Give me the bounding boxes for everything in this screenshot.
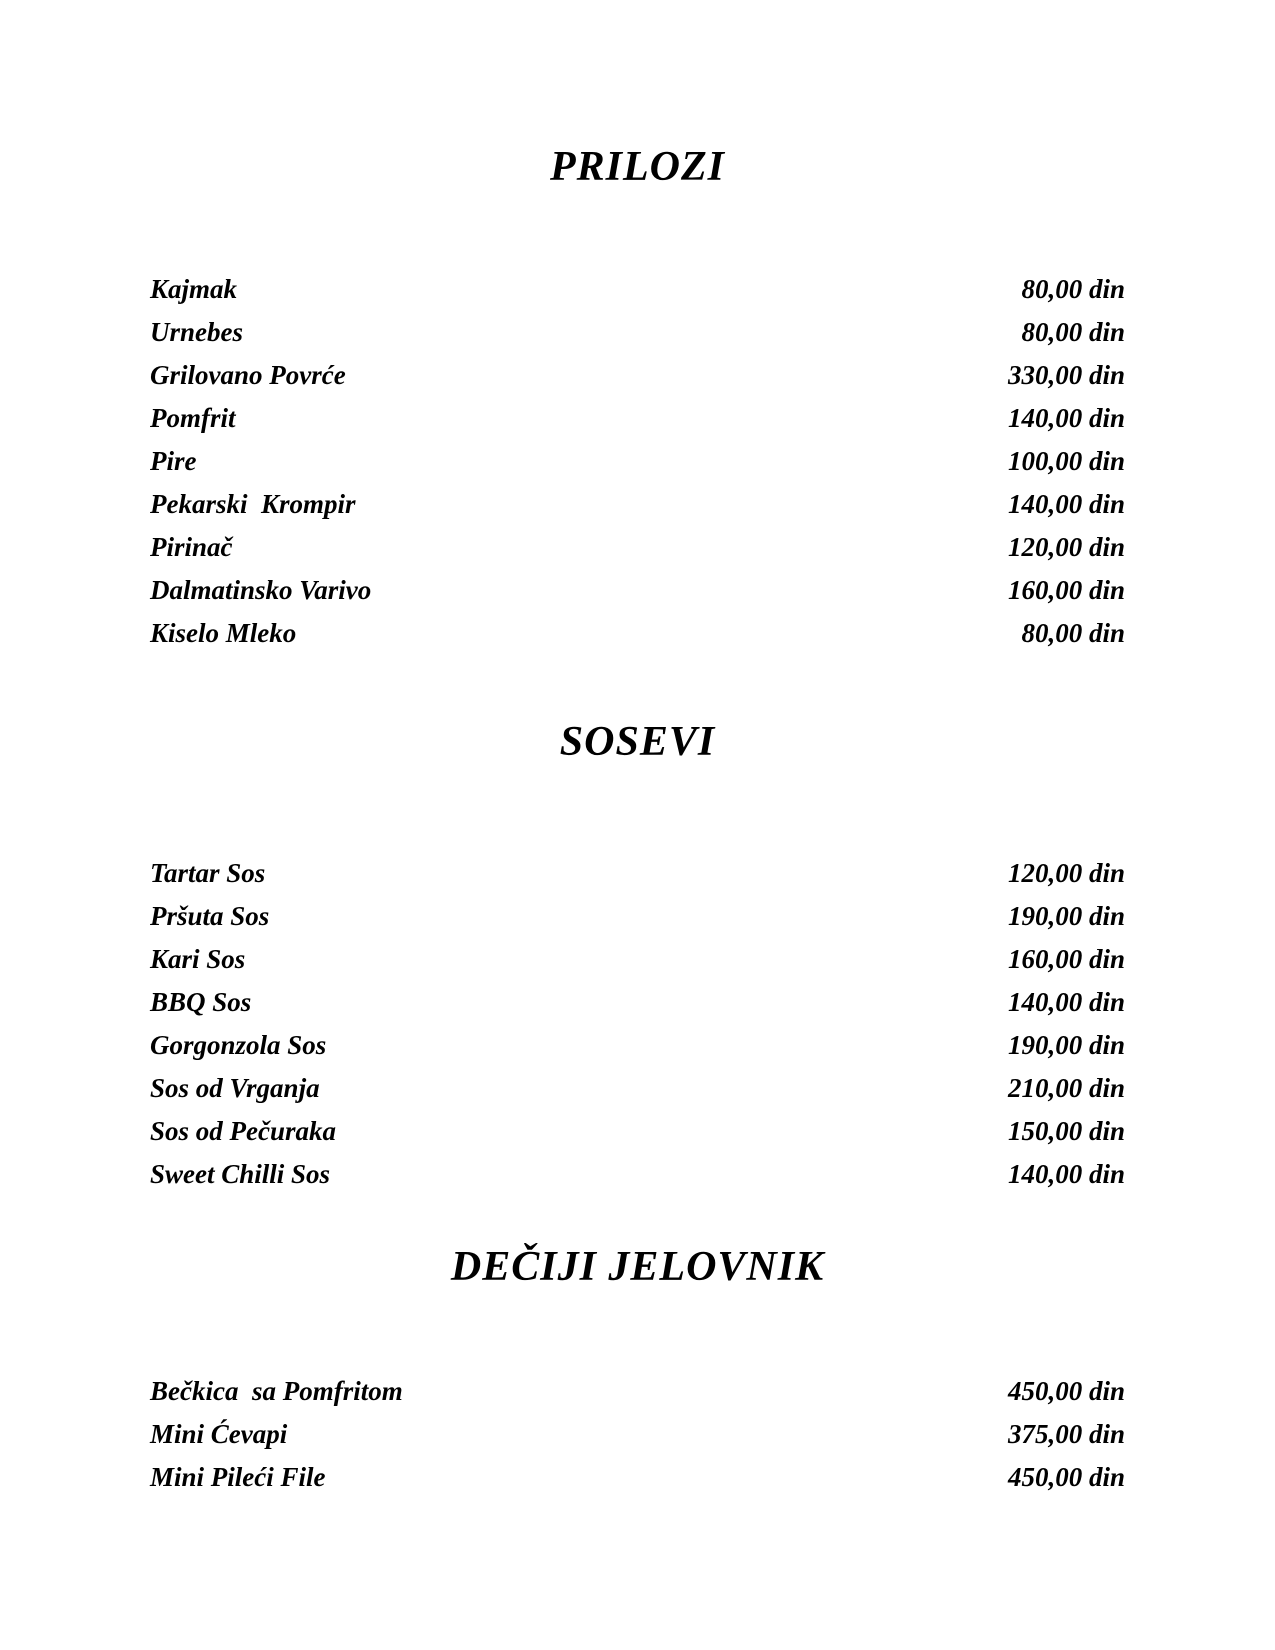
item-name: Sweet Chilli Sos bbox=[150, 1159, 331, 1189]
item-name: Pršuta Sos bbox=[150, 901, 270, 931]
item-name: Mini Ćevapi bbox=[150, 1419, 288, 1449]
item-name: Grilovano Povrće bbox=[150, 360, 346, 390]
menu-item bbox=[150, 612, 1125, 655]
menu-item bbox=[150, 483, 1125, 526]
item-name: Kajmak bbox=[150, 274, 238, 304]
item-price: 450,00 din bbox=[1007, 1462, 1125, 1492]
item-name: BBQ Sos bbox=[150, 987, 252, 1017]
menu-item bbox=[150, 852, 1125, 895]
item-name: Gorgonzola Sos bbox=[150, 1030, 327, 1060]
menu-item bbox=[150, 397, 1125, 440]
item-name: Mini Pileći File bbox=[150, 1462, 326, 1492]
menu-list-deciji-jelovnik bbox=[150, 1370, 1125, 1499]
section-title-prilozi: PRILOZI bbox=[550, 144, 725, 190]
menu-item bbox=[150, 938, 1125, 981]
item-price: 140,00 din bbox=[1007, 489, 1125, 519]
menu-item bbox=[150, 311, 1125, 354]
menu-list-prilozi bbox=[150, 268, 1125, 655]
menu-item bbox=[150, 1153, 1125, 1196]
menu-item bbox=[150, 440, 1125, 483]
item-name: Bečkica sa Pomfritom bbox=[150, 1376, 403, 1406]
item-price: 120,00 din bbox=[1007, 532, 1125, 562]
menu-item bbox=[150, 1413, 1125, 1456]
menu-item bbox=[150, 895, 1125, 938]
menu-item bbox=[150, 268, 1125, 311]
item-name: Dalmatinsko Varivo bbox=[150, 575, 372, 605]
item-name: Kari Sos bbox=[150, 944, 246, 974]
item-price: 100,00 din bbox=[1007, 446, 1125, 476]
item-price: 140,00 din bbox=[1007, 1159, 1125, 1189]
section-title-sosevi: SOSEVI bbox=[559, 719, 716, 765]
item-price: 190,00 din bbox=[1007, 1030, 1125, 1060]
item-price: 375,00 din bbox=[1007, 1419, 1125, 1449]
item-price: 450,00 din bbox=[1007, 1376, 1125, 1406]
item-price: 140,00 din bbox=[1007, 403, 1125, 433]
item-price: 190,00 din bbox=[1007, 901, 1125, 931]
menu-item bbox=[150, 981, 1125, 1024]
item-name: Kiselo Mleko bbox=[150, 618, 297, 648]
item-name: Pirinač bbox=[150, 532, 233, 562]
item-price: 210,00 din bbox=[1007, 1073, 1125, 1103]
item-name: Pekarski Krompir bbox=[150, 489, 356, 519]
item-price: 80,00 din bbox=[1021, 274, 1125, 304]
item-name: Tartar Sos bbox=[150, 858, 266, 888]
item-price: 120,00 din bbox=[1007, 858, 1125, 888]
item-price: 140,00 din bbox=[1007, 987, 1125, 1017]
item-price: 80,00 din bbox=[1021, 618, 1125, 648]
menu-item bbox=[150, 1370, 1125, 1413]
menu-list-sosevi bbox=[150, 852, 1125, 1196]
item-price: 160,00 din bbox=[1007, 575, 1125, 605]
item-price: 150,00 din bbox=[1007, 1116, 1125, 1146]
item-name: Sos od Pečuraka bbox=[150, 1116, 337, 1146]
menu-item bbox=[150, 1067, 1125, 1110]
menu-item bbox=[150, 1024, 1125, 1067]
menu-item bbox=[150, 1110, 1125, 1153]
item-price: 80,00 din bbox=[1021, 317, 1125, 347]
item-name: Pire bbox=[150, 446, 197, 476]
item-name: Pomfrit bbox=[150, 403, 236, 433]
section-title-deciji-jelovnik: DEČIJI JELOVNIK bbox=[450, 1244, 825, 1290]
menu-item bbox=[150, 1456, 1125, 1499]
menu-item bbox=[150, 354, 1125, 397]
menu-item bbox=[150, 526, 1125, 569]
item-price: 330,00 din bbox=[1007, 360, 1125, 390]
item-name: Sos od Vrganja bbox=[150, 1073, 320, 1103]
item-price: 160,00 din bbox=[1007, 944, 1125, 974]
item-name: Urnebes bbox=[150, 317, 243, 347]
menu-item bbox=[150, 569, 1125, 612]
